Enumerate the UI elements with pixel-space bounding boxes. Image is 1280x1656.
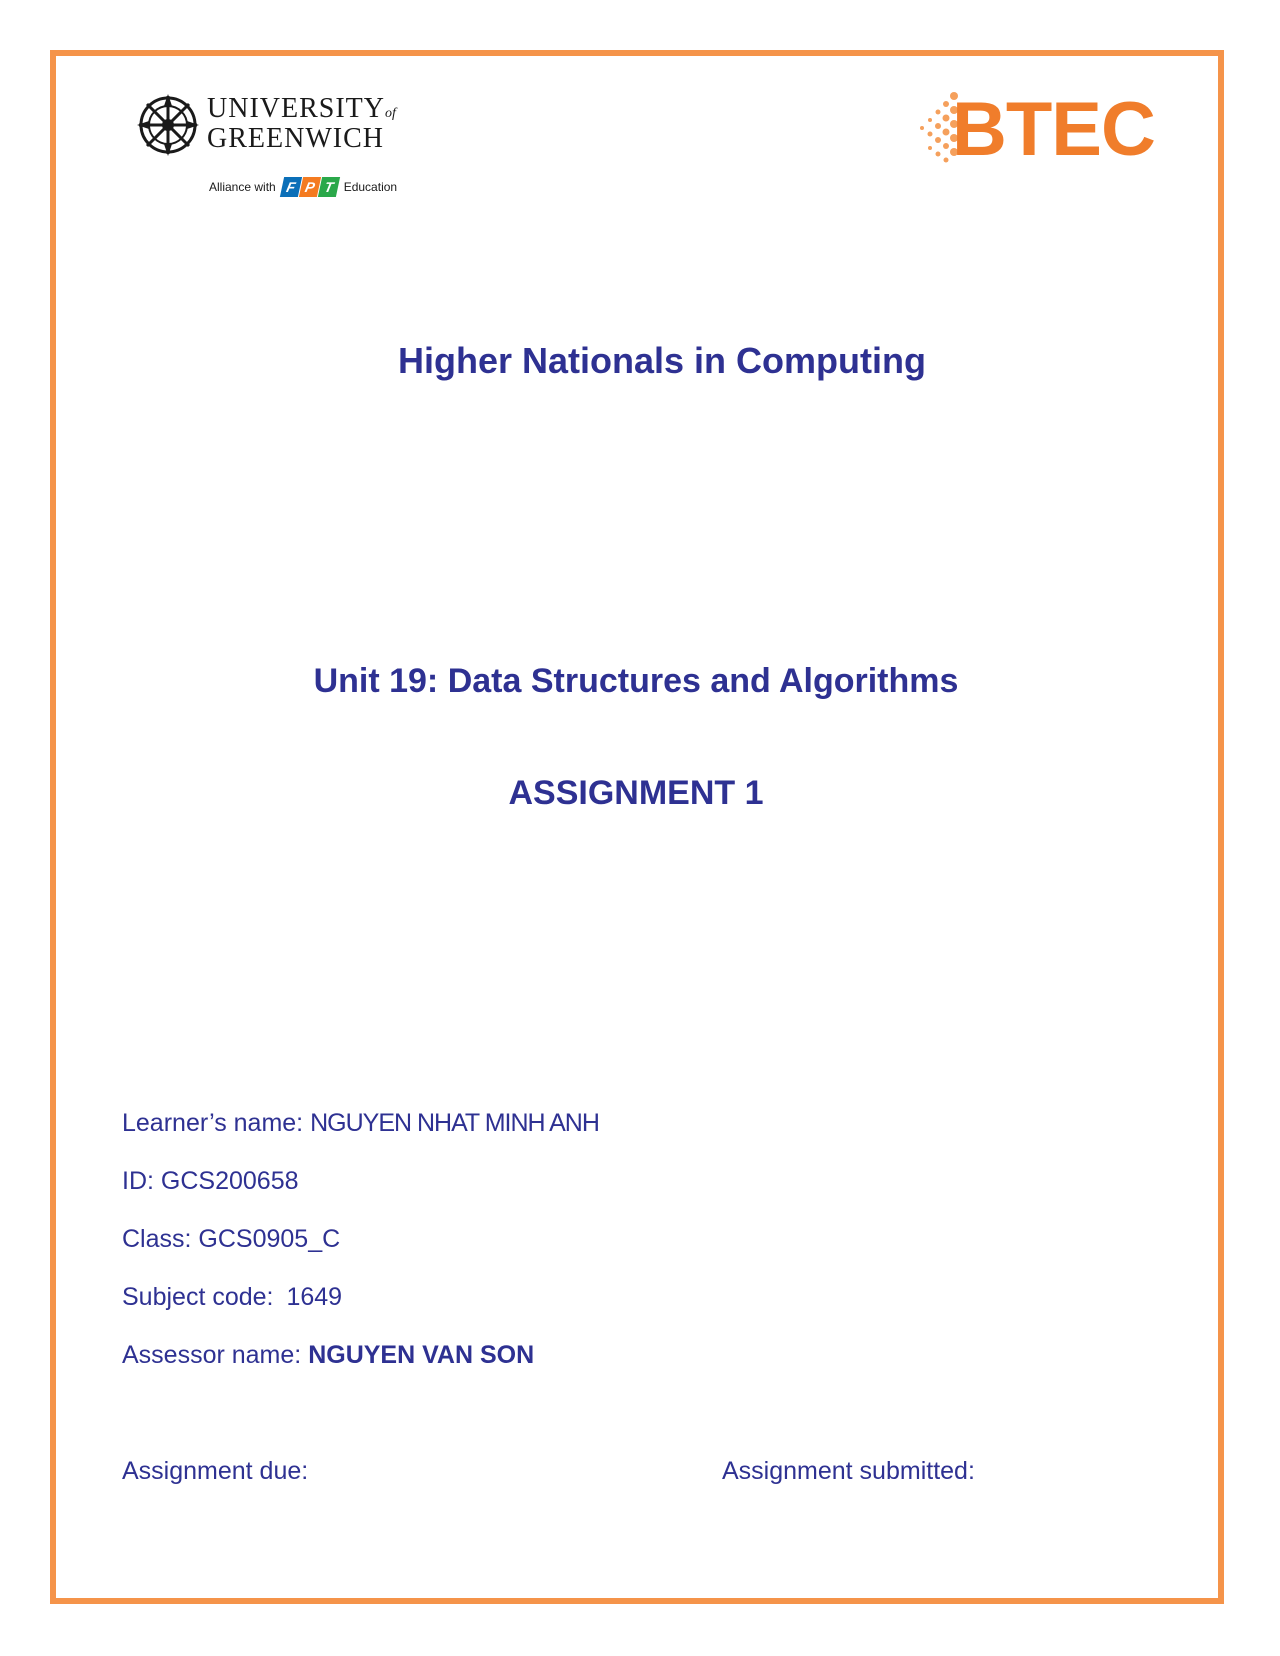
class-value: GCS0905_C xyxy=(198,1225,341,1253)
greenwich-wordmark-line1: UNIVERSITYof xyxy=(207,93,396,124)
greenwich-wordmark-line2: GREENWICH xyxy=(207,123,384,154)
assessor-label: Assessor name: xyxy=(122,1341,302,1369)
learner-id-label: ID: xyxy=(122,1167,154,1195)
assessor-row xyxy=(122,1340,599,1398)
assignment-due-label: Assignment due: xyxy=(122,1457,309,1485)
assignment-submitted-label: Assignment submitted: xyxy=(722,1457,975,1485)
fpt-logo-icon: F P T xyxy=(282,177,339,197)
fpt-alliance-tagline: Alliance with F P T Education xyxy=(209,179,398,195)
subject-code-value: 1649 xyxy=(286,1283,343,1311)
greenwich-seal-icon xyxy=(137,94,199,156)
assignment-title: ASSIGNMENT 1 xyxy=(508,774,764,812)
learner-name-label: Learner’s name: xyxy=(122,1109,304,1137)
btec-wordmark: BTEC xyxy=(952,87,1155,172)
university-of-greenwich-logo xyxy=(137,94,417,204)
subject-code-label: Subject code: xyxy=(122,1283,274,1311)
learner-name-value: NGUYEN NHAT MINH ANH xyxy=(310,1109,599,1137)
learner-id-value: GCS200658 xyxy=(160,1167,299,1195)
class-row xyxy=(122,1224,599,1282)
programme-title: Higher Nationals in Computing xyxy=(398,340,926,381)
learner-details xyxy=(122,1108,599,1398)
assessor-value: NGUYEN VAN SON xyxy=(308,1341,535,1369)
btec-logo xyxy=(910,87,1160,172)
learner-id-row xyxy=(122,1166,599,1224)
unit-title: Unit 19: Data Structures and Algorithms xyxy=(313,662,959,700)
class-label: Class: xyxy=(122,1225,192,1253)
learner-name-row xyxy=(122,1108,599,1166)
subject-code-row xyxy=(122,1282,599,1340)
